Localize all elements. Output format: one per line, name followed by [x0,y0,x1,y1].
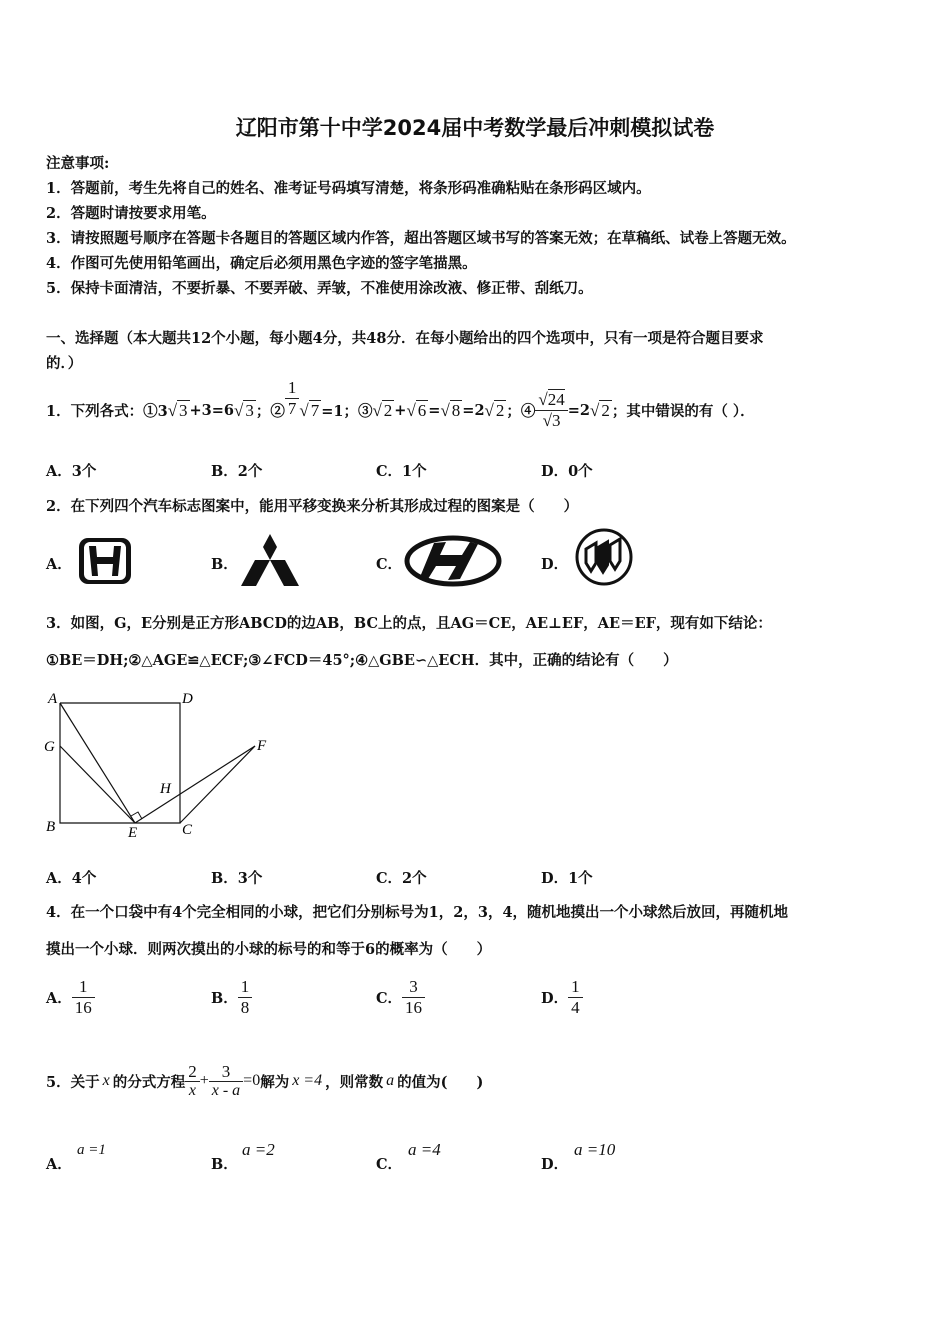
section-heading-cont: 的．） [46,355,83,372]
option-c: C． [376,1156,403,1173]
label-h: H [160,781,171,797]
option-d-value: a =10 [574,1140,616,1159]
sqrt: √ 3 [234,400,254,420]
option-c: C． [376,556,403,573]
sqrt: √ 2 [484,400,505,420]
option-c-value: a =4 [408,1140,441,1159]
option-b: B．2个 [211,463,263,480]
question-3-cont: ①BE＝DH;②△AGE≌△ECF;③∠FCD＝45°;④△GBE∽△ECH．其中，正确的结论有（ ） [46,652,678,669]
sqrt: √ 2 [589,400,610,420]
notice-item: 3．请按照题号顺序在答题卡各题目的答题区域内作答，超出答题区域书写的答案无效；在草稿纸、试卷上答题无效。 [46,230,796,247]
q1-text: ；其中错误的有（ ）． [611,402,755,420]
option-c: C．2个 [376,870,427,887]
q1-text: =2 [462,401,485,419]
honda-logo-icon [77,536,133,586]
fraction: $\frac{1}{7}$ [285,378,300,418]
option-d: D． [541,1156,569,1173]
label-b: B [46,819,56,835]
option-a: A．4个 [46,870,97,887]
fraction: $\frac{2}{x}$ [185,1062,200,1101]
option-c: C． $\frac{3}{16}$ [376,972,425,1022]
option-d: D．1个 [541,870,593,887]
fraction: $\frac{3}{x - a}$ [209,1062,243,1101]
notice-heading: 注意事项: [46,155,110,172]
label-c: C [182,822,193,838]
fraction: $\frac{1}{16}$ [72,977,95,1017]
option-b: B． [211,556,238,573]
question-3: 3．如图，G，E分别是正方形ABCD的边AB，BC上的点，且AG＝CE，AE⊥EF，AE＝EF，现有如下结论： [46,615,772,632]
fraction: $\frac{1}{4}$ [568,977,583,1017]
question-1 [46,377,755,440]
buick-logo-icon [574,527,634,587]
fraction: $\frac{√24}{√3}$ [535,390,567,430]
mitsubishi-logo-icon [239,532,301,588]
sqrt: √ 7 [299,400,320,420]
option-a: A． $\frac{1}{16}$ [46,972,95,1022]
q1-text: =2 [567,401,590,419]
option-c: C．1个 [376,463,427,480]
option-a: A． [46,1156,72,1173]
question-4: 4．在一个口袋中有4个完全相同的小球，把它们分别标号为1，2，3，4，随机地摸出一个小球然后放回，再随机地 [46,904,789,921]
geometry-figure [40,688,280,852]
option-d: D．0个 [541,463,593,480]
option-d: D． $\frac{1}{4}$ [541,972,583,1022]
hyundai-logo-icon [404,535,502,587]
q1-text: =1；③ [321,402,373,420]
option-b-value: a =2 [242,1140,275,1159]
label-a: A [48,691,58,707]
fraction: $\frac{1}{8}$ [238,977,253,1017]
option-b: B．3个 [211,870,263,887]
question-2: 2．在下列四个汽车标志图案中，能用平移变换来分析其形成过程的图案是（ ） [46,498,579,515]
q1-text: ；② [255,402,285,420]
label-e: E [128,825,138,841]
option-b: B． [211,1156,238,1173]
notice-item: 1．答题前，考生先将自己的姓名、准考证号码填写清楚，将条形码准确粘贴在条形码区域内。 [46,180,651,197]
label-g: G [44,739,55,755]
sqrt: √ 6 [406,400,427,420]
option-a-value: a =1 [77,1142,106,1158]
option-a: A． [46,556,72,573]
q1-text: +3=6 [189,401,235,419]
option-b: B． $\frac{1}{8}$ [211,972,252,1022]
section-heading: 一、选择题（本大题共12个小题，每小题4分，共48分．在每小题给出的四个选项中，只有一项是符合题目要求 [46,330,764,347]
q1-text: 1．下列各式：①3 [46,402,168,420]
label-d: D [182,691,193,707]
sqrt: √ 8 [440,400,461,420]
sqrt: √ 3 [167,400,188,420]
q1-text: = [428,401,441,419]
option-d: D． [541,556,569,573]
question-5: 5．关于 x 的分式方程 $\frac{2}{x}$ + $\frac{3}{x - a}$ =0 解为 x =4 ，则常数 a 的值为( ) [46,1061,484,1100]
page-title: 辽阳市第十中学2024届中考数学最后冲刺模拟试卷 [235,116,715,140]
question-4-cont: 摸出一个小球．则两次摸出的小球的标号的和等于6的概率为（ ） [46,941,492,958]
notice-item: 2．答题时请按要求用笔。 [46,205,216,222]
notice-item: 4．作图可先使用铅笔画出，确定后必须用黑色字迹的签字笔描黑。 [46,255,477,272]
sqrt: √ 2 [372,400,393,420]
notice-item: 5．保持卡面清洁，不要折暴、不要弄破、弄皱，不准使用涂改液、修正带、刮纸刀。 [46,280,593,297]
q1-text: ；④ [506,402,536,420]
q1-text: + [394,401,407,419]
label-f: F [257,738,267,754]
fraction: $\frac{3}{16}$ [402,977,425,1017]
option-a: A．3个 [46,463,97,480]
